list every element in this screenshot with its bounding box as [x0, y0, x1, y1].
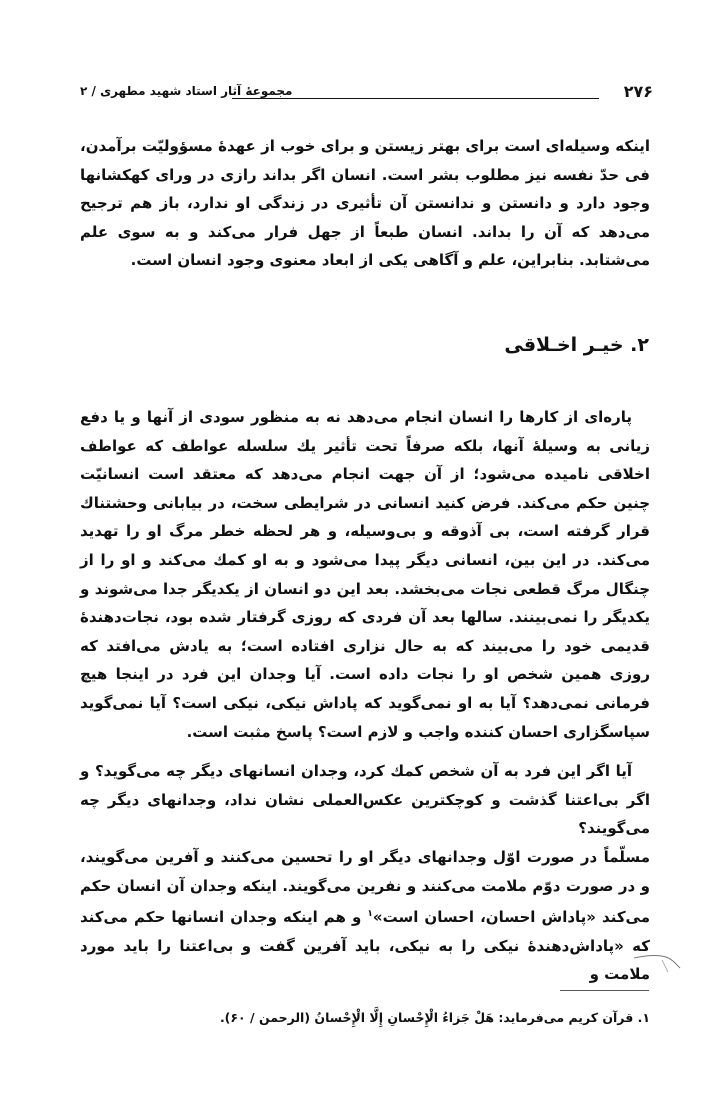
- paragraph-ethics-2: آیا اگر این فرد به آن شخص کمك کرد، وجدان انسانهای دیگر چه می‌گوید؟ و اگر بی‌اعتنا گذشت و کوچکترین عکس‌العملی نشان نداد، وجدانهای دیگر چه می‌گویند؟: [80, 762, 650, 838]
- paragraph-ethics-3-part2: و هم اینکه وجدان انسانها حکم می‌کند که «پاداش‌دهندهٔ نیکی را به نیکی، باید آفرین گفت و بی‌اعتنا را باید مورد ملامت و: [80, 908, 650, 984]
- paragraph-ethics-3-part1: مسلّماً در صورت اوّل وجدانهای دیگر او را تحسین می‌کنند و آفرین می‌گویند، و در صورت دوّم ملامت می‌کنند و نفرین می‌گویند. اینکه وجدان آن انسان حکم می‌کند «پاداش احسان، احسان است»: [80, 848, 651, 927]
- page-header: [80, 82, 653, 106]
- paragraph-ethics-3: [80, 843, 650, 989]
- section-heading: ۲. خیـر اخـلاقی: [504, 334, 649, 356]
- page-number: ۲۷۶: [623, 82, 653, 101]
- header-rule: [232, 98, 599, 99]
- running-title: مجموعهٔ آثار استاد شهید مطهری / ۲: [80, 84, 293, 98]
- footnote: ۱. قرآن کریم می‌فرماید: هَلْ جَزاءُ الْإِحْسانِ إِلَّا الْإِحْسانُ (الرحمن / ۶۰).: [219, 1010, 650, 1025]
- footnote-reference: ۱: [367, 909, 373, 920]
- paragraph-ethics-1: پاره‌ای از کارها را انسان انجام می‌دهد نه به منظور سودی از آنها و یا دفع زیانی به وسیلهٔ آنها، بلکه صرفاً تحت تأثیر یك سلسله عواطف که عواطف اخلاقی نامیده می‌شود؛ از آن جهت انجام می‌دهد که معتقد است انسانیّت چنین حکم می‌کند. فرض کنید انسانی در شرایطی سخت، در بیابانی وحشتناك قرار گرفته است، بی آذوقه و بی‌وسیله، و هر لحظه خطر مرگ او را تهدید می‌کند. در این بین، انسانی دیگر پیدا می‌شود و به او کمك می‌کند و او را از چنگال مرگ قطعی نجات می‌بخشد. بعد این دو انسان از یکدیگر جدا می‌شوند و یکدیگر را نمی‌بینند. سالها بعد آن فردی که روزی گرفتار شده بود، نجات‌دهندهٔ قدیمی خود را می‌بیند که به حال نزاری افتاده است؛ به یادش می‌افتد که روزی همین شخص او را نجات داده است. آیا وجدان این فرد در اینجا هیچ فرمانی نمی‌دهد؟ آیا به او نمی‌گوید که پاداش نیکی، نیکی است؟ آیا نمی‌گوید سپاسگزاری احسان کننده واجب و لازم است؟ پاسخ مثبت است.: [80, 408, 650, 741]
- paragraph-intro: اینکه وسیله‌ای است برای بهتر زیستن و برای خوب از عهدهٔ مسؤولیّت برآمدن، فی حدّ نفسه نیز مطلوب بشر است. انسان اگر بداند رازی در ورای کهکشانها وجود دارد و دانستن و ندانستن آن تأثیری در زندگی او ندارد، باز هم ترجیح می‌دهد که آن را بداند. انسان طبعاً از جهل فرار می‌کند و به سوی علم می‌شتابد. بنابراین، علم و آگاهی یکی از ابعاد معنوی وجود انسان است.: [80, 137, 650, 270]
- footnote-rule: [560, 990, 649, 991]
- handwritten-margin-mark: [632, 948, 682, 976]
